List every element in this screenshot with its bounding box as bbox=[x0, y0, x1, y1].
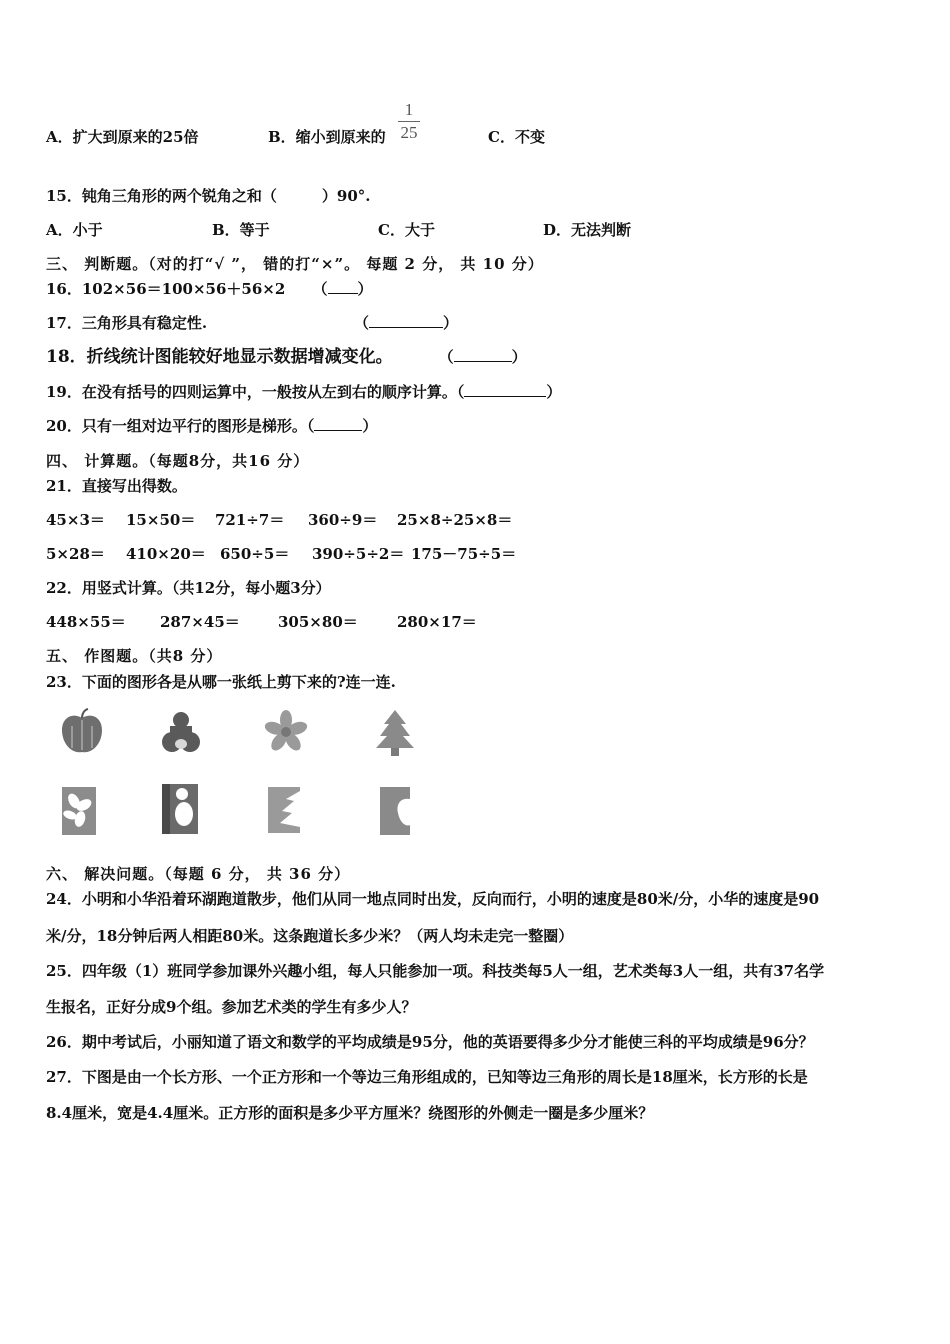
q20-text: 20．只有一组对边平行的图形是梯形。 bbox=[46, 417, 307, 435]
flower-shape-icon[interactable] bbox=[262, 708, 310, 756]
q17-close-paren: ） bbox=[443, 314, 459, 332]
section5-title: 五、 作图题。（共8 分） bbox=[46, 647, 223, 665]
q15-option-b: B．等于 bbox=[212, 221, 270, 239]
paper-tree-cutout-icon[interactable] bbox=[266, 785, 302, 835]
q22-item1: 448×55＝ bbox=[46, 613, 126, 631]
q18-answer-blank[interactable] bbox=[454, 347, 512, 362]
section4-title: 四、 计算题。（每题8分，共16 分） bbox=[46, 452, 310, 470]
q16-open-paren: （ bbox=[312, 280, 328, 298]
q27-line1: 27．下图是由一个长方形、一个正方形和一个等边三角形组成的，已知等边三角形的周长是18厘米，长方形的长是 bbox=[46, 1068, 808, 1086]
q17-text: 17．三角形具有稳定性. bbox=[46, 314, 208, 332]
q20-open-paren: （ bbox=[306, 417, 315, 435]
q21-r1-item2: 15×50＝ bbox=[126, 511, 196, 529]
q20 bbox=[46, 416, 377, 436]
q25-line1: 25．四年级（1）班同学参加课外兴趣小组，每人只能参加一项。科技类每5人一组，艺术类每3人一组，共有37名学 bbox=[46, 962, 825, 980]
q21-r2-item3: 650÷5＝ bbox=[220, 545, 290, 563]
q23-stem: 23．下面的图形各是从哪一张纸上剪下来的?连一连. bbox=[46, 673, 396, 691]
tree-shape-icon[interactable] bbox=[372, 708, 418, 758]
fraction-bar bbox=[398, 121, 420, 122]
q21-stem: 21．直接写出得数。 bbox=[46, 477, 187, 495]
q21-r1-item5: 25×8÷25×8＝ bbox=[397, 511, 513, 529]
q16-close-paren: ） bbox=[357, 280, 373, 298]
q16-answer-blank[interactable] bbox=[328, 279, 358, 294]
section6-title: 六、 解决问题。（每题 6 分， 共 36 分） bbox=[46, 865, 351, 883]
q15-option-c: C．大于 bbox=[378, 221, 435, 239]
q18-close-paren: ） bbox=[511, 348, 527, 366]
gourd-shape-icon[interactable] bbox=[160, 708, 202, 758]
paper-gourd-cutout-icon[interactable] bbox=[160, 782, 200, 836]
q21-r2-item2: 410×20＝ bbox=[126, 545, 206, 563]
q27-line2: 8.4厘米，宽是4.4厘米。正方形的面积是多少平方厘米？绕图形的外侧走一圈是多少厘米？ bbox=[46, 1104, 654, 1122]
q22-item2: 287×45＝ bbox=[160, 613, 240, 631]
q24-line2: 米/分，18分钟后两人相距80米。这条跑道长多少米？（两人均未走完一整圈） bbox=[46, 927, 574, 945]
q16-text: 16．102×56＝100×56＋56×2 bbox=[46, 280, 286, 298]
fraction-denominator: 25 bbox=[400, 123, 418, 142]
q19-answer-blank[interactable] bbox=[464, 382, 546, 397]
paper-apple-cutout-icon[interactable] bbox=[378, 785, 412, 837]
fraction-numerator: 1 bbox=[404, 100, 414, 119]
q18-text: 18．折线统计图能较好地显示数据增减变化。 bbox=[46, 347, 393, 367]
q20-close-paren: ） bbox=[362, 417, 378, 435]
fraction-one-twentyfifth bbox=[398, 100, 420, 143]
q17-open-paren: （ bbox=[354, 314, 370, 332]
q17-answer-blank[interactable] bbox=[369, 313, 443, 328]
q20-answer-blank[interactable] bbox=[314, 416, 362, 431]
q16 bbox=[46, 279, 373, 299]
q22-item4: 280×17＝ bbox=[397, 613, 477, 631]
q21-r2-item1: 5×28＝ bbox=[46, 545, 105, 563]
q25-line2: 生报名，正好分成9个组。参加艺术类的学生有多少人？ bbox=[46, 998, 417, 1016]
q26-line1: 26．期中考试后，小丽知道了语文和数学的平均成绩是95分，他的英语要得多少分才能使三科的平均成绩是96分？ bbox=[46, 1033, 814, 1051]
q19 bbox=[46, 382, 561, 402]
apple-shape-icon[interactable] bbox=[58, 708, 106, 758]
q21-r1-item3: 721÷7＝ bbox=[215, 511, 285, 529]
q14-option-b: B．缩小到原来的 bbox=[268, 128, 386, 146]
q21-r1-item1: 45×3＝ bbox=[46, 511, 105, 529]
section3-title: 三、 判断题。（对的打“√ ”， 错的打“×”。 每题 2 分， 共 10 分） bbox=[46, 255, 544, 273]
q15-option-d: D．无法判断 bbox=[543, 221, 632, 239]
q18-open-paren: （ bbox=[438, 348, 454, 366]
q19-open-paren: （ bbox=[456, 383, 465, 401]
q19-close-paren: ） bbox=[546, 383, 562, 401]
q22-stem: 22．用竖式计算。（共12分，每小题3分） bbox=[46, 579, 331, 597]
q19-text: 19．在没有括号的四则运算中，一般按从左到右的顺序计算。 bbox=[46, 383, 457, 401]
q21-r2-item4: 390÷5÷2＝ bbox=[312, 545, 405, 563]
q21-r1-item4: 360÷9＝ bbox=[308, 511, 378, 529]
q21-r2-item5: 175－75÷5＝ bbox=[411, 545, 517, 563]
q17 bbox=[46, 313, 459, 333]
paper-flower-cutout-icon[interactable] bbox=[60, 785, 98, 837]
q18 bbox=[46, 347, 527, 367]
q15-stem: 15．钝角三角形的两个锐角之和（ ）90°. bbox=[46, 187, 371, 205]
q15-option-a: A．小于 bbox=[46, 221, 103, 239]
q14-option-a: A．扩大到原来的25倍 bbox=[46, 128, 199, 146]
q24-line1: 24．小明和小华沿着环湖跑道散步，他们从同一地点同时出发，反向而行，小明的速度是80米/分，小华的速度是90 bbox=[46, 890, 820, 908]
q14-option-c: C．不变 bbox=[488, 128, 545, 146]
q22-item3: 305×80＝ bbox=[278, 613, 358, 631]
